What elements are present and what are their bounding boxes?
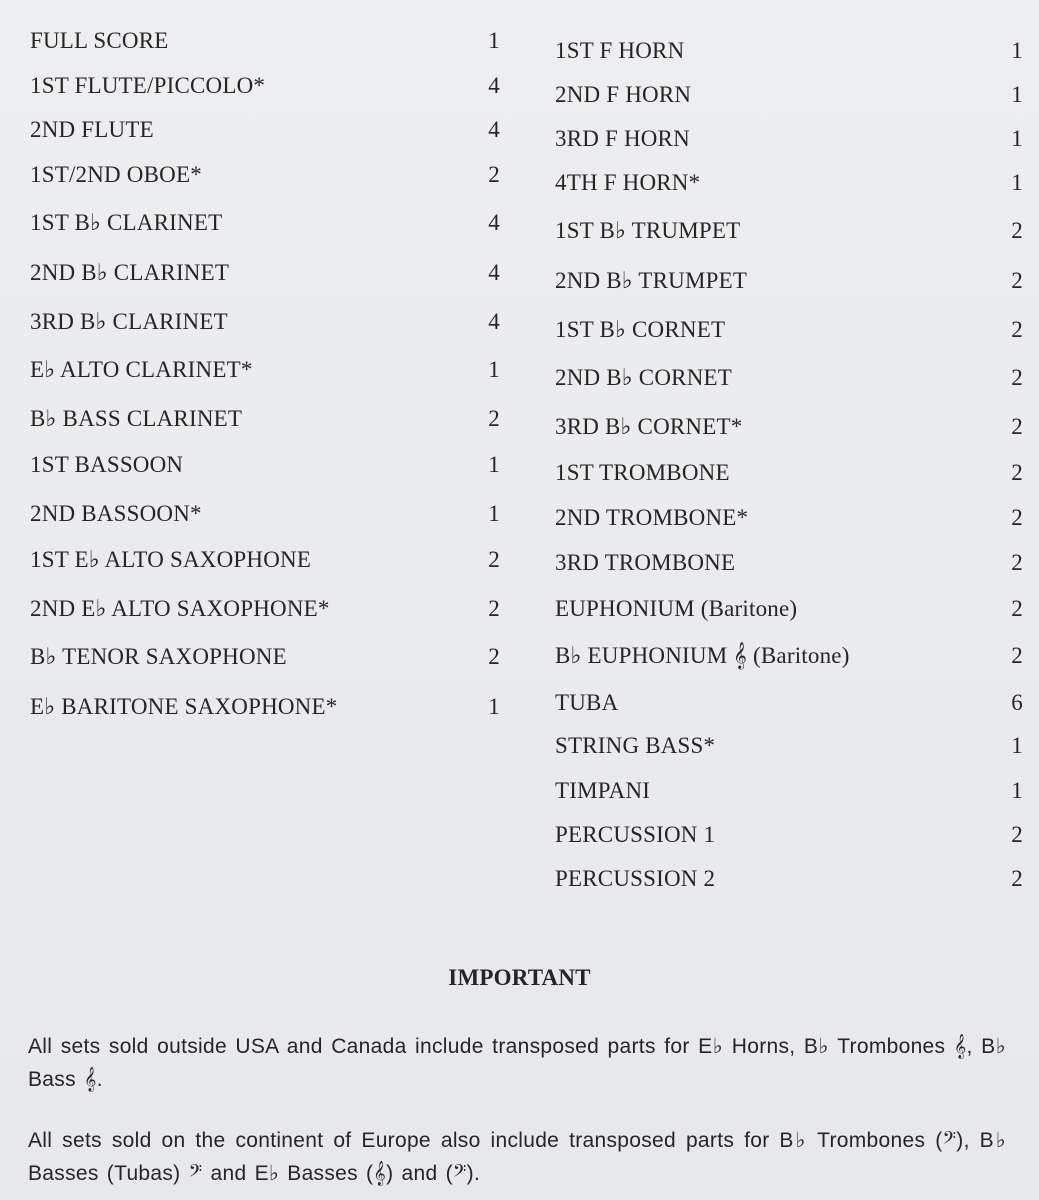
part-name: EUPHONIUM (Baritone) [555, 596, 798, 621]
part-quantity: 2 [488, 644, 500, 669]
part-name: STRING BASS* [555, 733, 716, 758]
part-quantity: 2 [1011, 505, 1023, 530]
part-name: 4TH F HORN* [555, 170, 701, 195]
part-quantity: 4 [488, 260, 500, 285]
part-name: TIMPANI [555, 778, 651, 803]
part-quantity: 2 [488, 162, 500, 187]
part-quantity: 2 [1011, 365, 1023, 390]
part-row [555, 550, 1023, 584]
part-row [555, 170, 1023, 204]
part-row [555, 643, 1023, 677]
part-row [555, 414, 1023, 448]
part-name: 2ND B♭ CORNET [555, 365, 733, 390]
part-quantity: 1 [488, 357, 500, 382]
part-row [30, 501, 500, 535]
part-row [30, 260, 500, 294]
part-name: 2ND B♭ TRUMPET [555, 268, 748, 293]
part-quantity: 1 [1011, 778, 1023, 803]
part-quantity: 1 [1011, 733, 1023, 758]
part-name: 1ST FLUTE/PICCOLO* [30, 73, 266, 98]
part-row [555, 82, 1023, 116]
part-quantity: 1 [1011, 82, 1023, 107]
part-name: 1ST F HORN [555, 38, 685, 63]
part-row [30, 406, 500, 440]
part-name: 1ST B♭ TRUMPET [555, 218, 741, 243]
part-quantity: 2 [1011, 317, 1023, 342]
part-quantity: 4 [488, 73, 500, 98]
part-quantity: 1 [1011, 126, 1023, 151]
part-name: 3RD TROMBONE [555, 550, 736, 575]
part-row [555, 778, 1023, 812]
part-name: PERCUSSION 2 [555, 866, 716, 891]
part-quantity: 2 [1011, 643, 1023, 668]
part-row [30, 28, 500, 62]
part-row [30, 644, 500, 678]
part-row [555, 866, 1023, 900]
part-name: B♭ EUPHONIUM 𝄞 (Baritone) [555, 643, 850, 668]
part-name: TUBA [555, 690, 619, 715]
part-row [555, 317, 1023, 351]
part-name: B♭ TENOR SAXOPHONE [30, 644, 287, 669]
part-row [30, 117, 500, 151]
part-row [30, 596, 500, 630]
part-row [30, 210, 500, 244]
part-row [555, 268, 1023, 302]
part-quantity: 4 [488, 210, 500, 235]
part-name: FULL SCORE [30, 28, 169, 53]
part-quantity: 2 [1011, 822, 1023, 847]
part-quantity: 1 [488, 694, 500, 719]
part-row [555, 596, 1023, 630]
part-row [555, 822, 1023, 856]
part-quantity: 2 [1011, 268, 1023, 293]
part-quantity: 2 [1011, 460, 1023, 485]
part-name: B♭ BASS CLARINET [30, 406, 243, 431]
part-row [555, 690, 1023, 724]
part-row [30, 547, 500, 581]
part-row [30, 694, 500, 728]
part-row [555, 365, 1023, 399]
part-row [555, 733, 1023, 767]
part-row [555, 505, 1023, 539]
part-quantity: 2 [1011, 596, 1023, 621]
part-quantity: 2 [488, 547, 500, 572]
part-row [30, 162, 500, 196]
part-quantity: 2 [488, 596, 500, 621]
part-quantity: 2 [488, 406, 500, 431]
part-quantity: 1 [1011, 38, 1023, 63]
part-quantity: 1 [1011, 170, 1023, 195]
part-name: E♭ ALTO CLARINET* [30, 357, 253, 382]
part-row [30, 357, 500, 391]
part-name: 1ST B♭ CLARINET [30, 210, 223, 235]
part-quantity: 6 [1011, 690, 1023, 715]
part-quantity: 2 [1011, 218, 1023, 243]
part-name: 1ST/2ND OBOE* [30, 162, 202, 187]
part-name: 1ST BASSOON [30, 452, 184, 477]
part-name: 2ND F HORN [555, 82, 692, 107]
important-paragraph-1: All sets sold outside USA and Canada include transposed parts for E♭ Horns, B♭ Trombones 𝄞, B♭ Bass 𝄞. [28, 1035, 1006, 1091]
part-quantity: 1 [488, 452, 500, 477]
part-row [30, 73, 500, 107]
important-paragraph-2: All sets sold on the continent of Europe also include transposed parts for B♭ Trombones (𝄢), B♭ Basses (Tubas) 𝄢 and E♭ Basses (𝄞) and (𝄢). [28, 1129, 1006, 1185]
part-name: 2ND E♭ ALTO SAXOPHONE* [30, 596, 330, 621]
part-quantity: 4 [488, 117, 500, 142]
part-row [555, 460, 1023, 494]
part-quantity: 1 [488, 501, 500, 526]
part-name: PERCUSSION 1 [555, 822, 716, 847]
part-quantity: 4 [488, 309, 500, 334]
part-name: E♭ BARITONE SAXOPHONE* [30, 694, 338, 719]
part-name: 3RD F HORN [555, 126, 690, 151]
part-name: 3RD B♭ CLARINET [30, 309, 228, 334]
part-name: 2ND FLUTE [30, 117, 154, 142]
part-quantity: 1 [488, 28, 500, 53]
part-name: 2ND B♭ CLARINET [30, 260, 230, 285]
part-row [555, 218, 1023, 252]
part-name: 1ST E♭ ALTO SAXOPHONE [30, 547, 312, 572]
part-name: 2ND TROMBONE* [555, 505, 749, 530]
part-name: 1ST B♭ CORNET [555, 317, 726, 342]
part-row [555, 38, 1023, 72]
important-heading: IMPORTANT [448, 965, 591, 990]
part-name: 1ST TROMBONE [555, 460, 730, 485]
part-quantity: 2 [1011, 550, 1023, 575]
part-quantity: 2 [1011, 414, 1023, 439]
part-row [30, 452, 500, 486]
part-quantity: 2 [1011, 866, 1023, 891]
part-row [555, 126, 1023, 160]
part-name: 2ND BASSOON* [30, 501, 202, 526]
part-name: 3RD B♭ CORNET* [555, 414, 743, 439]
part-row [30, 309, 500, 343]
